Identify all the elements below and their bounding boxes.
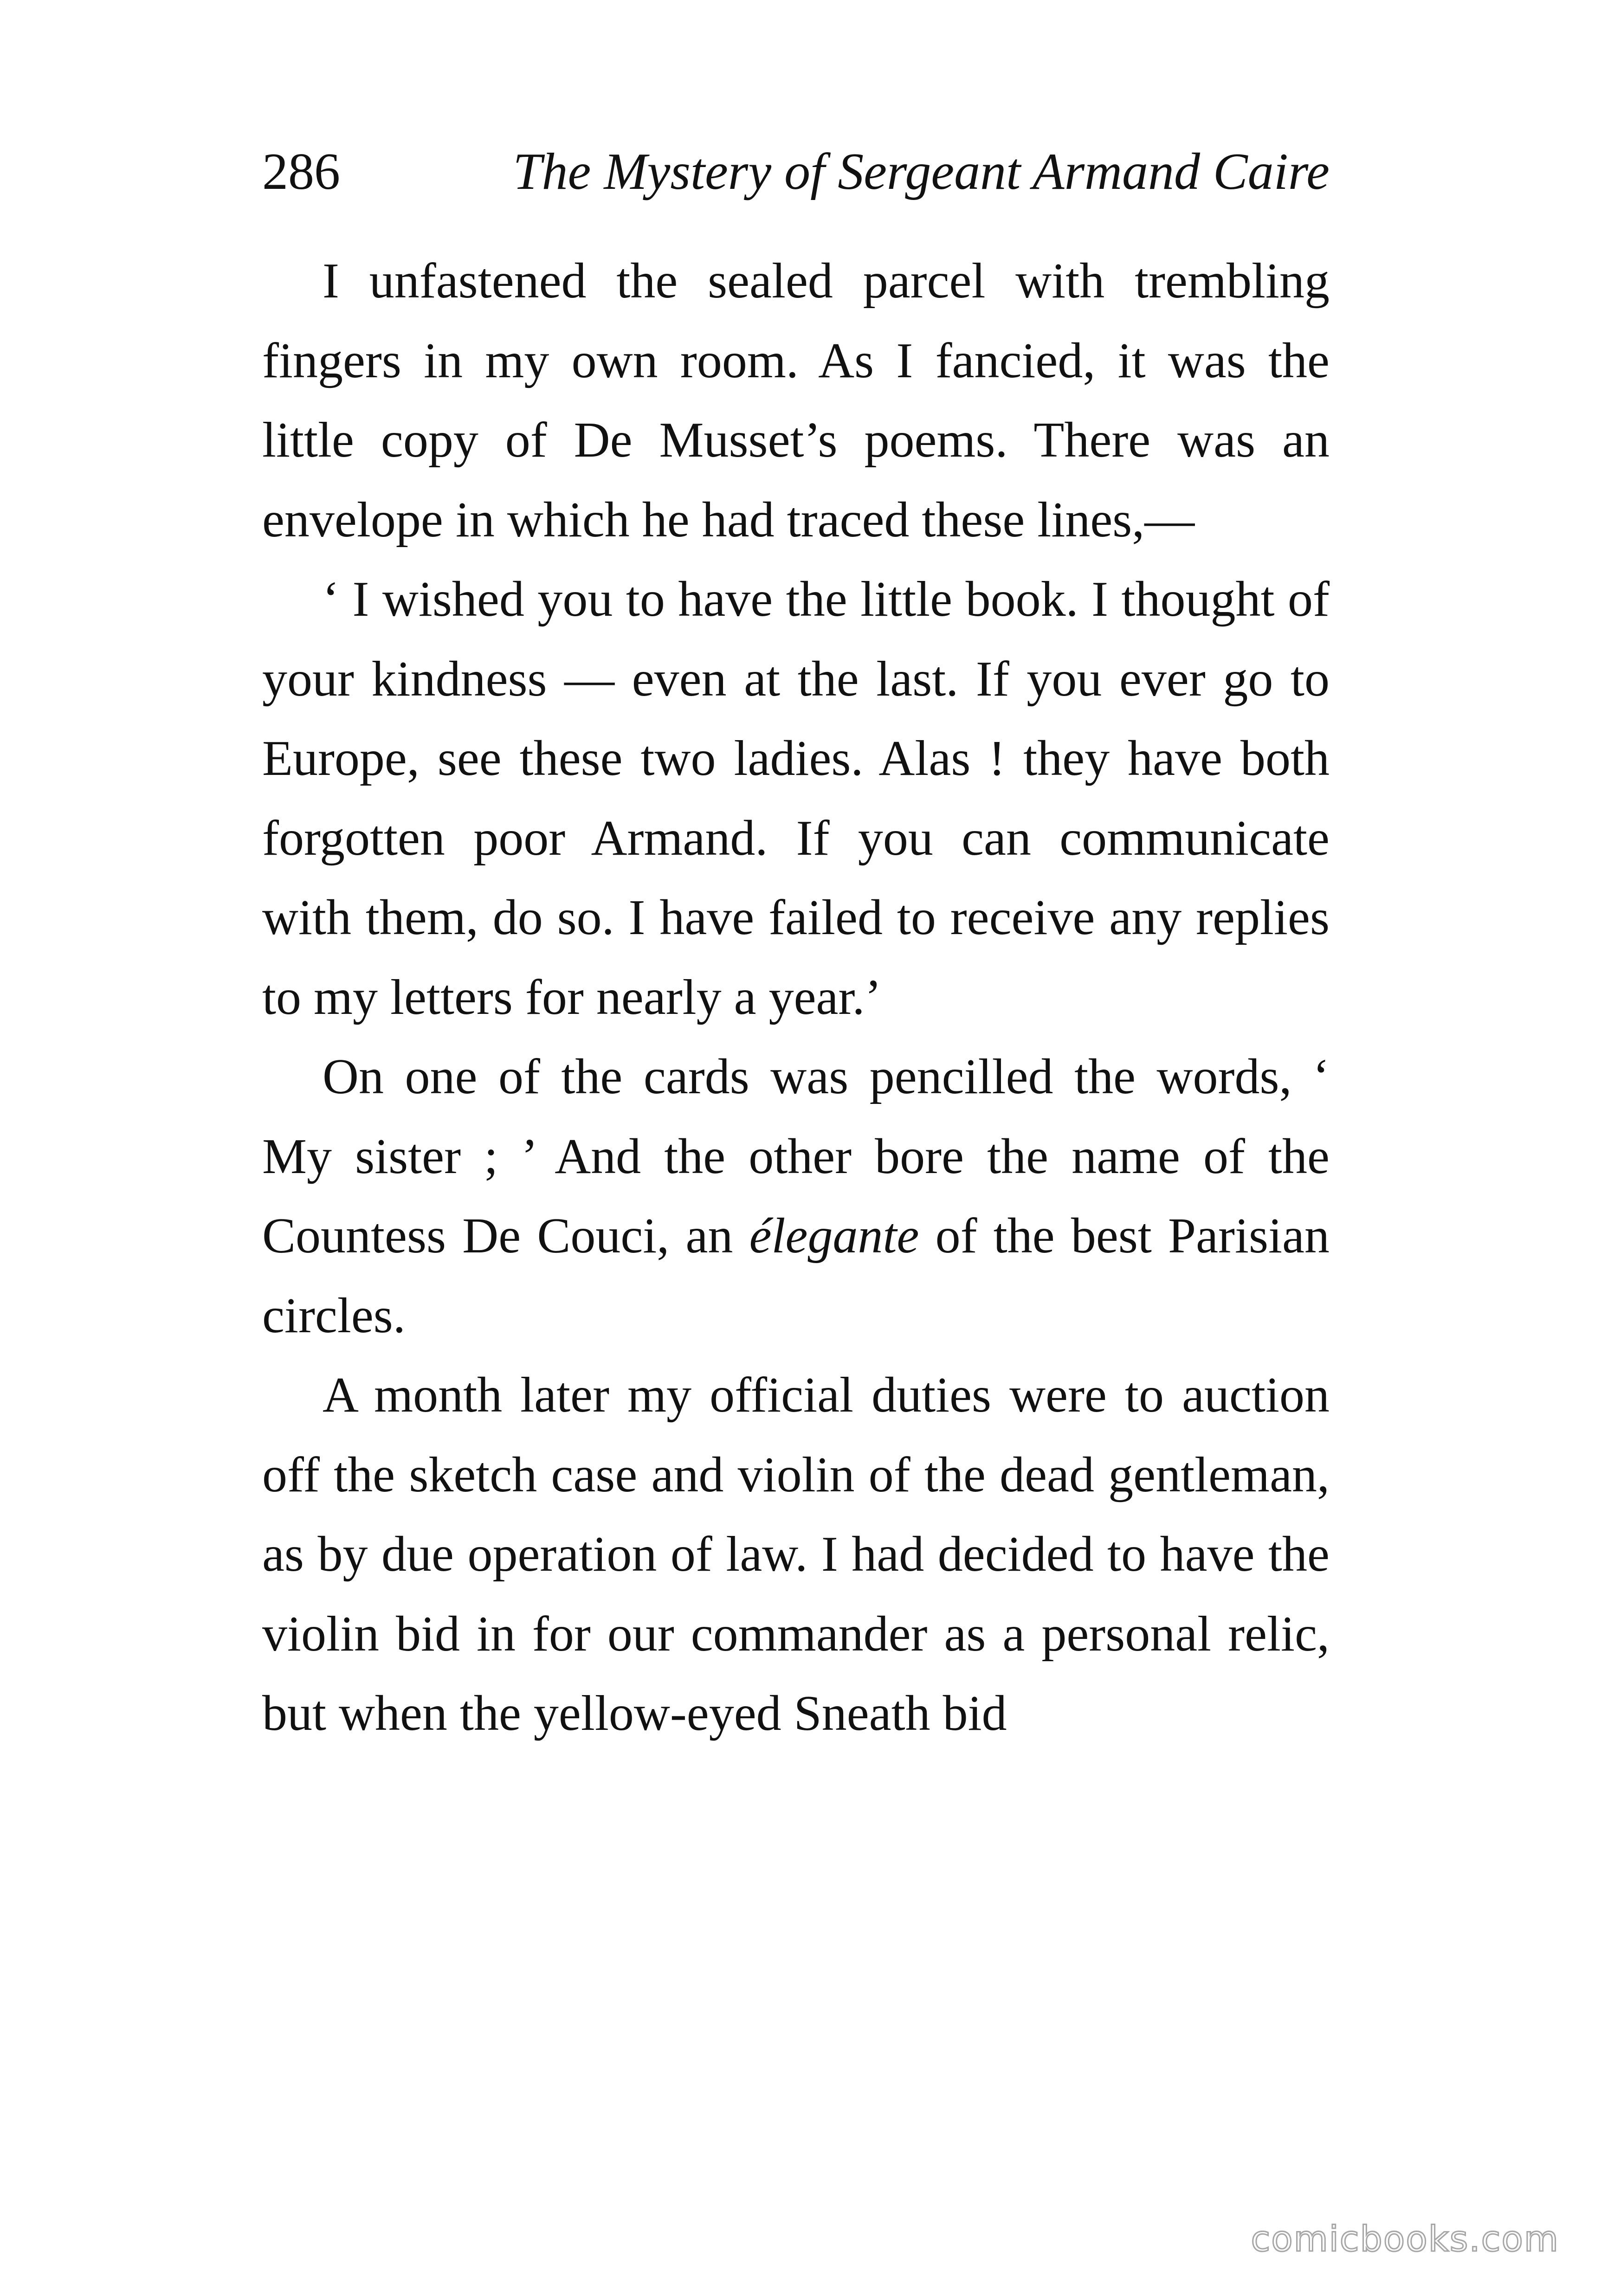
italic-word-elegante: élegante — [749, 1208, 919, 1264]
paragraph-letter: ‘ I wished you to have the little book. I thought of your kindness — even at the last. If you ever go to Europe, see these two ladies. Alas ! they have both forgotten poor Armand. If you can communicate with them, do so. I have failed to receive any replies to my letters for nearly a year.’ — [262, 572, 1330, 1025]
running-head — [262, 139, 1330, 204]
paragraph-cards — [262, 1037, 1330, 1355]
body-text — [262, 241, 1330, 1754]
running-title: The Mystery of Sergeant Armand Caire — [513, 143, 1330, 200]
page-number: 286 — [262, 143, 340, 200]
paragraph-cards-text-before: On one of the cards was pencilled the words, ‘ My sister ; ’ And the other bore the name of the Countess De Couci, an — [262, 1049, 1330, 1264]
paragraph-cards-text-after: of the best Parisian circles. — [262, 1208, 1330, 1343]
paragraph-parcel: I unfastened the sealed parcel with trembling fingers in my own room. As I fancied, it was the little copy of De Musset’s poems. There was an envelope in which he had traced these lines,— — [262, 253, 1330, 548]
paragraph-auction: A month later my official duties were to auction off the sketch case and violin of the dead gentleman, as by due operation of law. I had decided to have the violin bid in for our commander as a personal relic, but when the yellow-eyed Sneath bid — [262, 1367, 1330, 1741]
watermark: comicbooks.com — [1251, 2218, 1559, 2259]
